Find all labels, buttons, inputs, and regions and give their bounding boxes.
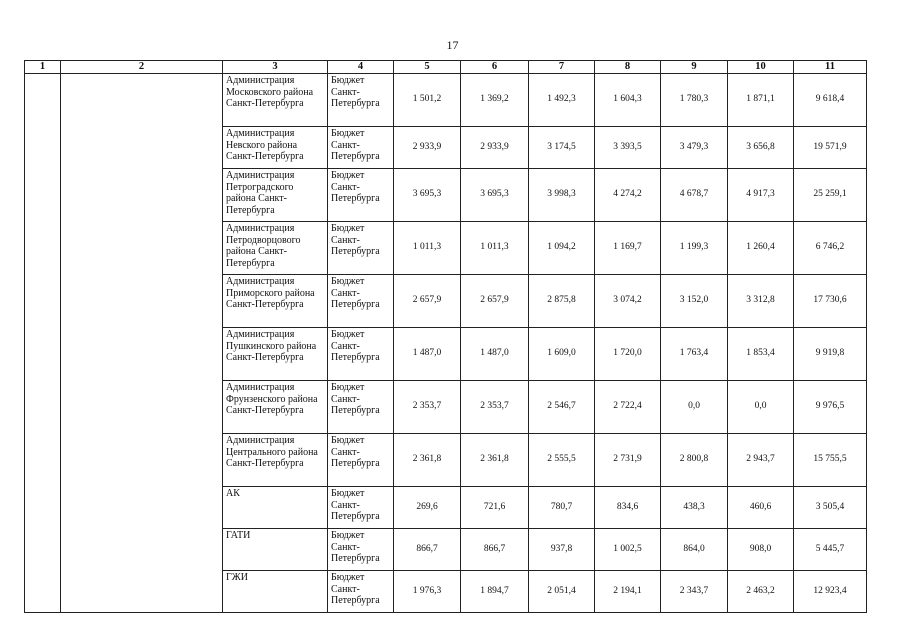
value-cell-col10: 1 853,4 — [728, 328, 794, 381]
empty-cell-col1 — [25, 571, 61, 613]
column-header-6: 6 — [461, 61, 529, 74]
column-header-7: 7 — [529, 61, 595, 74]
funding-source-cell: Бюджет Санкт-Петербурга — [328, 127, 394, 169]
value-cell-col9: 2 800,8 — [661, 434, 728, 487]
table-row — [25, 328, 867, 381]
value-cell-col6: 2 933,9 — [461, 127, 529, 169]
value-cell-col9: 3 152,0 — [661, 275, 728, 328]
value-cell-col10: 4 917,3 — [728, 169, 794, 222]
funding-source-cell: Бюджет Санкт-Петербурга — [328, 571, 394, 613]
value-cell-col6: 1 369,2 — [461, 74, 529, 127]
funding-source-cell: Бюджет Санкт-Петербурга — [328, 328, 394, 381]
value-cell-col8: 834,6 — [595, 487, 661, 529]
column-header-11: 11 — [794, 61, 867, 74]
value-cell-col8: 1 169,7 — [595, 222, 661, 275]
value-cell-col6: 2 361,8 — [461, 434, 529, 487]
column-header-10: 10 — [728, 61, 794, 74]
column-header-3: 3 — [223, 61, 328, 74]
org-name-cell: ГАТИ — [223, 529, 328, 571]
column-header-5: 5 — [394, 61, 461, 74]
empty-cell-col2 — [61, 571, 223, 613]
value-cell-col11: 15 755,5 — [794, 434, 867, 487]
empty-cell-col1 — [25, 487, 61, 529]
empty-cell-col2 — [61, 328, 223, 381]
value-cell-col7: 3 174,5 — [529, 127, 595, 169]
value-cell-col5: 1 487,0 — [394, 328, 461, 381]
value-cell-col6: 721,6 — [461, 487, 529, 529]
funding-source-cell: Бюджет Санкт-Петербурга — [328, 434, 394, 487]
funding-source-cell: Бюджет Санкт-Петербурга — [328, 381, 394, 434]
value-cell-col10: 1 260,4 — [728, 222, 794, 275]
empty-cell-col2 — [61, 434, 223, 487]
funding-source-cell: Бюджет Санкт-Петербурга — [328, 74, 394, 127]
table-row — [25, 275, 867, 328]
column-header-1: 1 — [25, 61, 61, 74]
empty-cell-col2 — [61, 74, 223, 127]
value-cell-col5: 2 657,9 — [394, 275, 461, 328]
table-row — [25, 571, 867, 613]
value-cell-col9: 1 199,3 — [661, 222, 728, 275]
column-header-8: 8 — [595, 61, 661, 74]
empty-cell-col2 — [61, 222, 223, 275]
value-cell-col5: 1 501,2 — [394, 74, 461, 127]
value-cell-col11: 9 618,4 — [794, 74, 867, 127]
value-cell-col5: 2 353,7 — [394, 381, 461, 434]
value-cell-col9: 2 343,7 — [661, 571, 728, 613]
empty-cell-col1 — [25, 275, 61, 328]
org-name-cell: Администрация Московского района Санкт-Петербурга — [223, 74, 328, 127]
table-row — [25, 487, 867, 529]
value-cell-col9: 1 763,4 — [661, 328, 728, 381]
value-cell-col5: 866,7 — [394, 529, 461, 571]
value-cell-col5: 1 976,3 — [394, 571, 461, 613]
value-cell-col7: 2 555,5 — [529, 434, 595, 487]
value-cell-col6: 1 894,7 — [461, 571, 529, 613]
org-name-cell: Администрация Невского района Санкт-Петербурга — [223, 127, 328, 169]
org-name-cell: Администрация Пушкинского района Санкт-Петербурга — [223, 328, 328, 381]
value-cell-col7: 2 875,8 — [529, 275, 595, 328]
value-cell-col8: 3 393,5 — [595, 127, 661, 169]
value-cell-col7: 2 546,7 — [529, 381, 595, 434]
value-cell-col10: 2 463,2 — [728, 571, 794, 613]
value-cell-col11: 19 571,9 — [794, 127, 867, 169]
value-cell-col6: 1 487,0 — [461, 328, 529, 381]
value-cell-col10: 908,0 — [728, 529, 794, 571]
value-cell-col5: 1 011,3 — [394, 222, 461, 275]
value-cell-col10: 3 312,8 — [728, 275, 794, 328]
value-cell-col6: 2 353,7 — [461, 381, 529, 434]
page-number: 17 — [446, 38, 459, 52]
empty-cell-col1 — [25, 169, 61, 222]
table-row — [25, 222, 867, 275]
empty-cell-col2 — [61, 127, 223, 169]
empty-cell-col2 — [61, 169, 223, 222]
empty-cell-col2 — [61, 275, 223, 328]
empty-cell-col1 — [25, 127, 61, 169]
value-cell-col6: 2 657,9 — [461, 275, 529, 328]
value-cell-col8: 3 074,2 — [595, 275, 661, 328]
value-cell-col9: 4 678,7 — [661, 169, 728, 222]
funding-source-cell: Бюджет Санкт-Петербурга — [328, 487, 394, 529]
empty-cell-col1 — [25, 529, 61, 571]
value-cell-col9: 3 479,3 — [661, 127, 728, 169]
table-row — [25, 169, 867, 222]
org-name-cell: Администрация Приморского района Санкт-Петербурга — [223, 275, 328, 328]
funding-source-cell: Бюджет Санкт-Петербурга — [328, 222, 394, 275]
org-name-cell: Администрация Центрального района Санкт-Петербурга — [223, 434, 328, 487]
value-cell-col10: 1 871,1 — [728, 74, 794, 127]
org-name-cell: Администрация Петродворцового района Санкт-Петербурга — [223, 222, 328, 275]
value-cell-col9: 0,0 — [661, 381, 728, 434]
value-cell-col8: 1 604,3 — [595, 74, 661, 127]
value-cell-col11: 6 746,2 — [794, 222, 867, 275]
empty-cell-col1 — [25, 74, 61, 127]
table-row — [25, 381, 867, 434]
value-cell-col10: 2 943,7 — [728, 434, 794, 487]
value-cell-col8: 1 720,0 — [595, 328, 661, 381]
value-cell-col11: 3 505,4 — [794, 487, 867, 529]
value-cell-col6: 866,7 — [461, 529, 529, 571]
value-cell-col7: 1 094,2 — [529, 222, 595, 275]
column-header-9: 9 — [661, 61, 728, 74]
funding-source-cell: Бюджет Санкт-Петербурга — [328, 275, 394, 328]
empty-cell-col2 — [61, 381, 223, 434]
value-cell-col7: 3 998,3 — [529, 169, 595, 222]
value-cell-col5: 269,6 — [394, 487, 461, 529]
value-cell-col7: 1 492,3 — [529, 74, 595, 127]
empty-cell-col1 — [25, 328, 61, 381]
empty-cell-col1 — [25, 434, 61, 487]
value-cell-col5: 2 933,9 — [394, 127, 461, 169]
org-name-cell: Администрация Фрунзенского района Санкт-Петербурга — [223, 381, 328, 434]
table-row — [25, 529, 867, 571]
table-row — [25, 434, 867, 487]
value-cell-col5: 3 695,3 — [394, 169, 461, 222]
value-cell-col7: 780,7 — [529, 487, 595, 529]
value-cell-col5: 2 361,8 — [394, 434, 461, 487]
value-cell-col7: 2 051,4 — [529, 571, 595, 613]
value-cell-col9: 1 780,3 — [661, 74, 728, 127]
funding-source-cell: Бюджет Санкт-Петербурга — [328, 169, 394, 222]
funding-source-cell: Бюджет Санкт-Петербурга — [328, 529, 394, 571]
value-cell-col8: 2 194,1 — [595, 571, 661, 613]
value-cell-col7: 937,8 — [529, 529, 595, 571]
empty-cell-col2 — [61, 529, 223, 571]
table-row — [25, 127, 867, 169]
column-header-2: 2 — [61, 61, 223, 74]
value-cell-col11: 9 976,5 — [794, 381, 867, 434]
column-header-4: 4 — [328, 61, 394, 74]
value-cell-col11: 5 445,7 — [794, 529, 867, 571]
value-cell-col11: 12 923,4 — [794, 571, 867, 613]
org-name-cell: АК — [223, 487, 328, 529]
value-cell-col6: 3 695,3 — [461, 169, 529, 222]
value-cell-col8: 2 731,9 — [595, 434, 661, 487]
budget-table — [24, 60, 867, 613]
table-body — [25, 74, 867, 613]
value-cell-col6: 1 011,3 — [461, 222, 529, 275]
value-cell-col8: 4 274,2 — [595, 169, 661, 222]
value-cell-col10: 0,0 — [728, 381, 794, 434]
empty-cell-col1 — [25, 222, 61, 275]
value-cell-col11: 25 259,1 — [794, 169, 867, 222]
table-row — [25, 74, 867, 127]
empty-cell-col1 — [25, 381, 61, 434]
value-cell-col9: 864,0 — [661, 529, 728, 571]
value-cell-col7: 1 609,0 — [529, 328, 595, 381]
value-cell-col8: 1 002,5 — [595, 529, 661, 571]
empty-cell-col2 — [61, 487, 223, 529]
value-cell-col9: 438,3 — [661, 487, 728, 529]
header-row — [25, 61, 867, 74]
org-name-cell: ГЖИ — [223, 571, 328, 613]
value-cell-col11: 17 730,6 — [794, 275, 867, 328]
value-cell-col10: 3 656,8 — [728, 127, 794, 169]
value-cell-col10: 460,6 — [728, 487, 794, 529]
value-cell-col11: 9 919,8 — [794, 328, 867, 381]
value-cell-col8: 2 722,4 — [595, 381, 661, 434]
org-name-cell: Администрация Петроградского района Санкт-Петербурга — [223, 169, 328, 222]
